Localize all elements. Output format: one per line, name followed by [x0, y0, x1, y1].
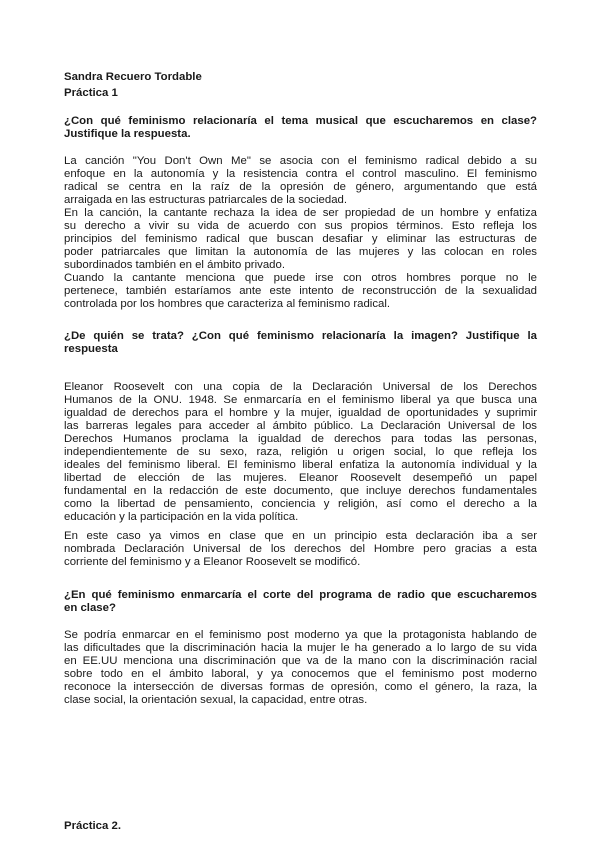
- answer-2-line: En este caso ya vimos en clase que en un principio esta declaración iba a ser: [64, 530, 537, 542]
- question-1-line: Justifique la respuesta.: [64, 128, 191, 140]
- answer-1-line: pertenece, también estaríamos ante este intento de reconstrucción de la sexualidad: [64, 285, 537, 297]
- question-1-line: ¿Con qué feminismo relacionaría el tema musical que escucharemos en clase?: [64, 115, 537, 127]
- answer-2-line: nombrada Declaración Universal de los derechos del Hombre pero gracias a esta: [64, 543, 537, 555]
- answer-3-line: Se podría enmarcar en el feminismo post moderno ya que la protagonista hablando de: [64, 629, 537, 641]
- answer-2-line: educación y la participación en la vida política.: [64, 511, 299, 523]
- answer-3-line: sobre todo en el ámbito laboral, y ya conocemos que el feminismo post moderno: [64, 668, 537, 680]
- answer-1-line: principios del feminismo radical que buscan desafiar y eliminar las estructuras de: [64, 233, 537, 245]
- answer-1-line: poder patriarcales que limitan la autonomía de las mujeres y las colocan en roles: [64, 246, 537, 258]
- answer-2-line: libertad de elección de las mujeres. Eleanor Roosevelt desempeñó un papel: [64, 472, 537, 484]
- author-name: Sandra Recuero Tordable: [64, 71, 202, 83]
- answer-1-line: Cuando la cantante menciona que puede irse con otros hombres porque no le: [64, 272, 537, 284]
- answer-1-line: enfoque en la autonomía y la resistencia contra el control masculino. El feminismo: [64, 168, 537, 180]
- answer-2-line: ideales del feminismo liberal. El feminismo liberal enfatiza la autonomía individual y la: [64, 459, 537, 471]
- practice-2-title: Práctica 2.: [64, 820, 121, 832]
- answer-2-line: Humanos de la ONU. 1948. Se enmarcaría en el feminismo liberal ya que busca una: [64, 394, 537, 406]
- answer-2-line: las barreras legales para acceder al ámbito público. La Declaración Universal de los: [64, 420, 537, 432]
- answer-1-line: En la canción, la cantante rechaza la idea de ser propiedad de un hombre y enfatiza: [64, 207, 537, 219]
- answer-1-line: radical se centra en la raíz de la opresión de género, argumentando que está: [64, 181, 537, 193]
- answer-2-line: igualdad de derechos para el hombre y la mujer, igualdad de oportunidades y suprimir: [64, 407, 537, 419]
- question-2-line: respuesta: [64, 343, 118, 355]
- question-3-line: ¿En qué feminismo enmarcaría el corte del programa de radio que escucharemos: [64, 589, 537, 601]
- answer-2-line: como la libertad de pensamiento, conciencia y religión, así como el derecho a la: [64, 498, 537, 510]
- answer-2-line: Eleanor Roosevelt con una copia de la Declaración Universal de los Derechos: [64, 381, 537, 393]
- question-3-line: en clase?: [64, 602, 116, 614]
- answer-1-line: La canción "You Don't Own Me" se asocia con el feminismo radical debido a su: [64, 155, 537, 167]
- answer-3-line: clase social, la orientación sexual, la capacidad, entre otras.: [64, 694, 368, 706]
- answer-2-line: fundamental en la redacción de este documento, que incluye derechos fundamentales: [64, 485, 537, 497]
- answer-3-line: las dificultades que la discriminación hacia la mujer le ha generado a lo largo de su vida: [64, 642, 537, 654]
- answer-1-line: subordinados también en el ámbito privado.: [64, 259, 285, 271]
- practice-1-title: Práctica 1: [64, 87, 118, 99]
- answer-1-line: su derecho a vivir su vida de acuerdo con sus propios términos. Esto refleja los: [64, 220, 537, 232]
- question-2-line: ¿De quién se trata? ¿Con qué feminismo relacionaría la imagen? Justifique la: [64, 330, 537, 342]
- answer-1-line: controlada por los hombres que caracteriza al feminismo radical.: [64, 298, 391, 310]
- answer-2-line: independientemente de su sexo, raza, religión u origen social, lo que refleja los: [64, 446, 537, 458]
- answer-2-line: Derechos Humanos proclama la igualdad de derechos para todas las personas,: [64, 433, 537, 445]
- answer-2-line: corriente del feminismo y a Eleanor Roosevelt se modificó.: [64, 556, 361, 568]
- answer-1-line: arraigada en las estructuras patriarcales de la sociedad.: [64, 194, 348, 206]
- answer-3-line: reconoce la intersección de diversas formas de opresión, como el género, la raza, la: [64, 681, 537, 693]
- answer-3-line: en EE.UU menciona una discriminación que va de la mano con la discriminación racial: [64, 655, 537, 667]
